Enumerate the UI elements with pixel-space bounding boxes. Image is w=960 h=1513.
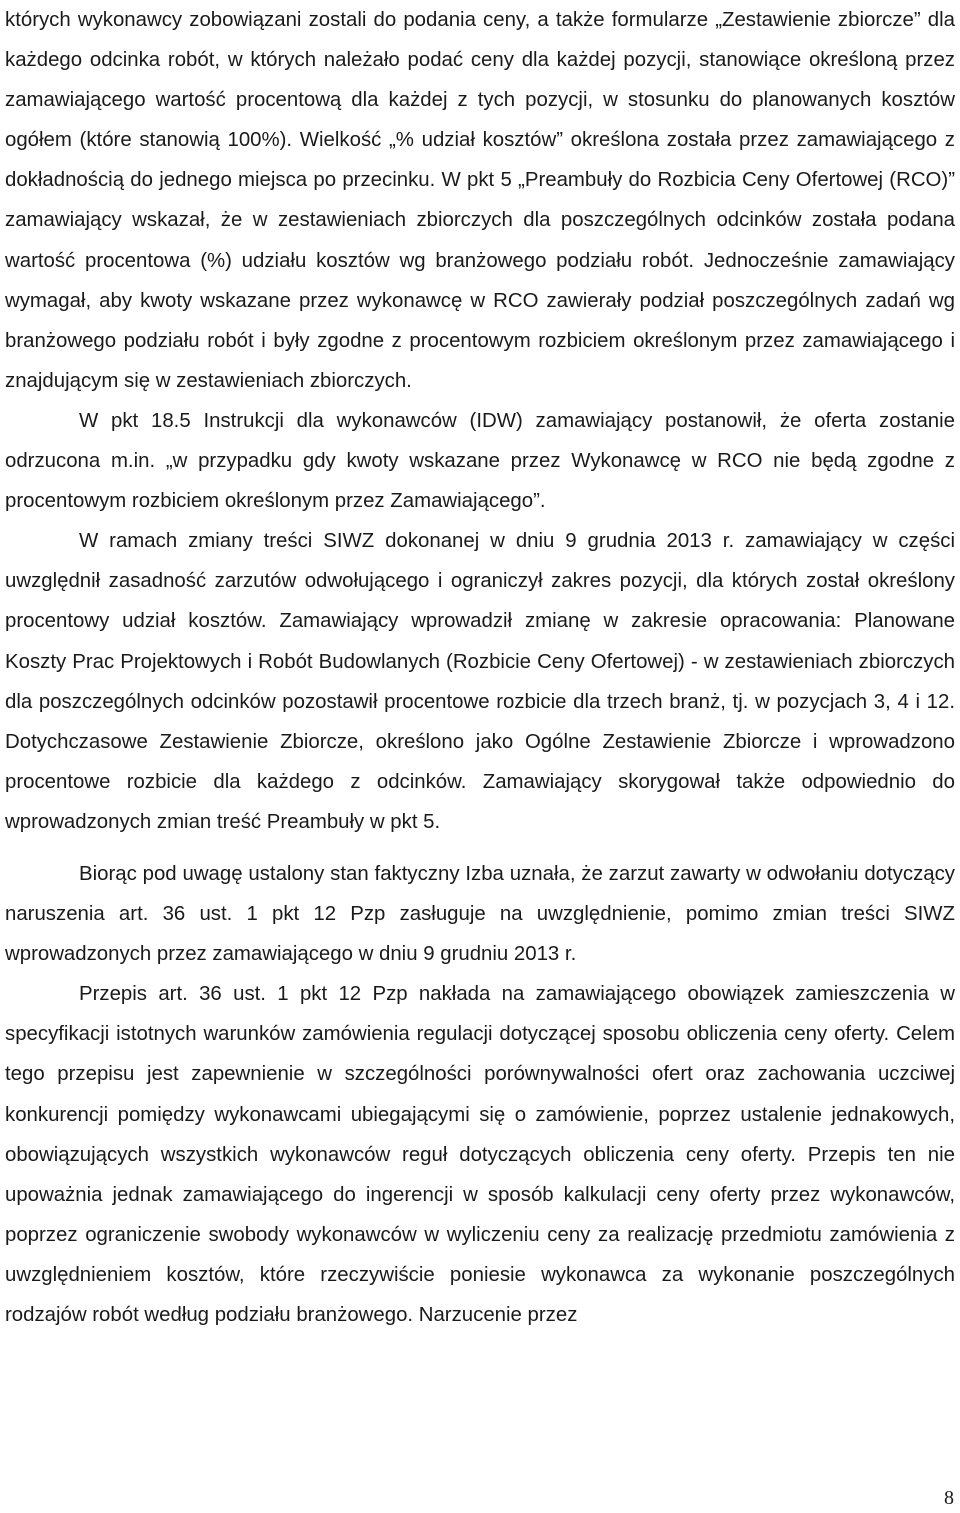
- paragraph-izba-ruling: Biorąc pod uwagę ustalony stan faktyczny Izba uznała, że zarzut zawarty w odwołaniu dotyczący naruszenia art. 36 ust. 1 pkt 12 Pzp zasługuje na uwzględnienie, pomimo zmian treści SIWZ wprowadzonych przez zamawiającego w dniu 9 grudniu 2013 r.: [5, 862, 955, 966]
- paragraph-art-36-analysis: Przepis art. 36 ust. 1 pkt 12 Pzp nakłada na zamawiającego obowiązek zamieszczenia w specyfikacji istotnych warunków zamówienia regulacji dotyczącej sposobu obliczenia ceny oferty. Celem tego przepisu jest zapewnienie w szczególności porównywalności ofert oraz zachowania uczciwej konkurencji pomiędzy wykonawcami ubiegającymi się o zamówienie, poprzez ustalenie jednakowych, obowiązujących wszystkich wykonawców reguł dotyczących obliczenia ceny oferty. Przepis ten nie upoważnia jednak zamawiającego do ingerencji w sposób kalkulacji ceny oferty przez wykonawców, poprzez ograniczenie swobody wykonawców w wyliczeniu ceny za realizację przedmiotu zamówienia z uwzględnieniem kosztów, które rzeczywiście poniesie wykonawca za wykonanie poszczególnych rodzajów robót według podziału branżowego. Narzucenie przez: [5, 983, 955, 1326]
- paragraph-gap: [5, 842, 955, 854]
- document-body: [5, 0, 955, 1335]
- paragraph-siwz-change: W ramach zmiany treści SIWZ dokonanej w dniu 9 grudnia 2013 r. zamawiający w części uwzględnił zasadność zarzutów odwołującego i ograniczył zakres pozycji, dla których został określony procentowy udział kosztów. Zamawiający wprowadził zmianę w zakresie opracowania: Planowane Koszty Prac Projektowych i Robót Budowlanych (Rozbicie Ceny Ofertowej) - w zestawieniach zbiorczych dla poszczególnych odcinków pozostawił procentowe rozbicie dla trzech branż, tj. w pozycjach 3, 4 i 12. Dotychczasowe Zestawienie Zbiorcze, określono jako Ogólne Zestawienie Zbiorcze i wprowadzono procentowe rozbicie dla każdego z odcinków. Zamawiający skorygował także odpowiednio do wprowadzonych zmian treść Preambuły w pkt 5.: [5, 530, 955, 833]
- paragraph-continuation: których wykonawcy zobowiązani zostali do podania ceny, a także formularze „Zestawienie zbiorcze” dla każdego odcinka robót, w których należało podać ceny dla każdej pozycji, stanowiące określoną przez zamawiającego wartość procentową dla każdej z tych pozycji, w stosunku do planowanych kosztów ogółem (które stanowią 100%). Wielkość „% udział kosztów” określona została przez zamawiającego z dokładnością do jednego miejsca po przecinku. W pkt 5 „Preambuły do Rozbicia Ceny Ofertowej (RCO)” zamawiający wskazał, że w zestawieniach zbiorczych dla poszczególnych odcinków została podana wartość procentowa (%) udziału kosztów wg branżowego podziału robót. Jednocześnie zamawiający wymagał, aby kwoty wskazane przez wykonawcę w RCO zawierały podział poszczególnych zadań wg branżowego podziału robót i były zgodne z procentowym rozbiciem określonym przez zamawiającego i znajdującym się w zestawieniach zbiorczych.: [5, 9, 955, 392]
- paragraph-idw-rule: W pkt 18.5 Instrukcji dla wykonawców (IDW) zamawiający postanowił, że oferta zostanie odrzucona m.in. „w przypadku gdy kwoty wskazane przez Wykonawcę w RCO nie będą zgodne z procentowym rozbiciem określonym przez Zamawiającego”.: [5, 409, 955, 513]
- page-number: 8: [944, 1487, 954, 1509]
